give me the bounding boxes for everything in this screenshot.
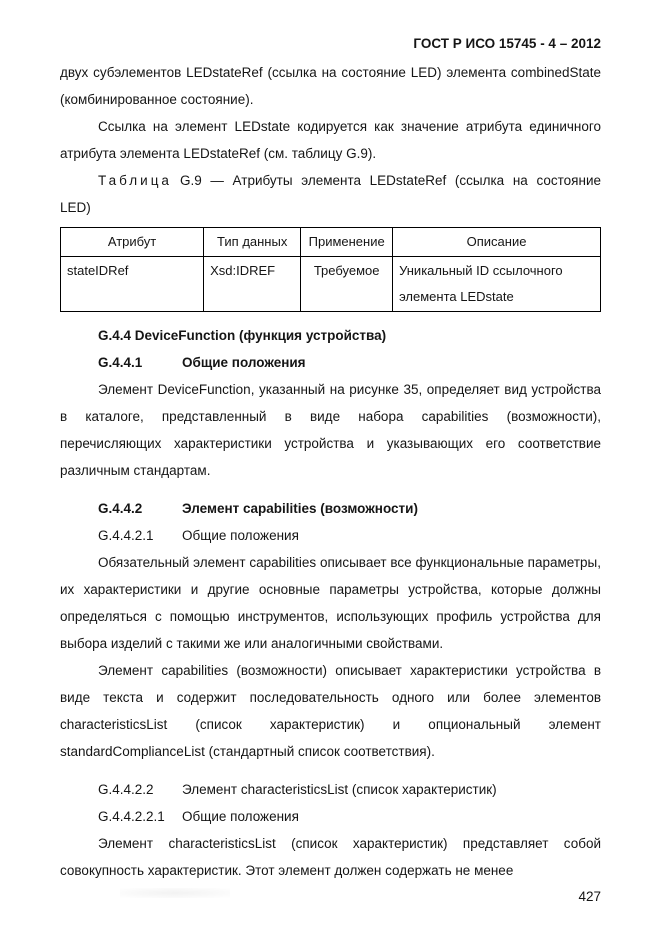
document-header: ГОСТ Р ИСО 15745 - 4 – 2012 bbox=[413, 36, 601, 51]
table-row bbox=[61, 257, 601, 312]
paragraph-p4: Обязательный элемент capabilities описывает все функциональные параметры, их характеристики и другие основные параметры устройства, которые должны определяться с помощью инструментов, использующих профиль устройства для выбора изделий с такими же или аналогичными свойствами. bbox=[60, 555, 601, 651]
table-header-attribute: Атрибут bbox=[61, 228, 204, 257]
attributes-table bbox=[60, 227, 601, 312]
heading-g4-4-2 bbox=[60, 495, 601, 522]
cell-description: Уникальный ID ссылочного элемента LEDstate bbox=[393, 257, 601, 312]
table-header-description: Описание bbox=[393, 228, 601, 257]
heading-g4-4-2-1 bbox=[60, 522, 601, 549]
table-caption-text: G.9 — Атрибуты элемента LEDstateRef (ссылка на состояние LED) bbox=[60, 173, 601, 215]
heading-g4-4-2-2 bbox=[60, 776, 601, 803]
scan-smudge bbox=[120, 888, 230, 898]
heading-g4-4-2-2-1 bbox=[60, 803, 601, 830]
paragraph-p2: Ссылка на элемент LEDstate кодируется как значение атрибута единичного атрибута элемента LEDstateRef (см. таблицу G.9). bbox=[60, 119, 601, 161]
table-caption bbox=[60, 167, 601, 221]
table-header-datatype: Тип данных bbox=[204, 228, 301, 257]
cell-usage: Требуемое bbox=[301, 257, 393, 312]
heading-title: Общие положения bbox=[182, 809, 299, 824]
heading-title: Общие положения bbox=[182, 528, 299, 543]
heading-g4-4: G.4.4 DeviceFunction (функция устройства) bbox=[98, 328, 387, 343]
heading-number: G.4.4.2 bbox=[98, 501, 143, 516]
table-header-usage: Применение bbox=[301, 228, 393, 257]
heading-title: Общие положения bbox=[182, 355, 306, 370]
heading-number: G.4.4.2.2.1 bbox=[98, 809, 165, 824]
heading-title: Элемент capabilities (возможности) bbox=[182, 501, 418, 516]
heading-number: G.4.4.2.1 bbox=[98, 528, 154, 543]
paragraph-p5: Элемент capabilities (возможности) описывает характеристики устройства в виде текста и содержит последовательность одного или более элементов characteristicsList (список характеристик) и опциональный элемент standardComplianceList (стандартный список соответствия). bbox=[60, 663, 601, 759]
heading-number: G.4.4.2.2 bbox=[98, 782, 154, 797]
heading-number: G.4.4.1 bbox=[98, 355, 143, 370]
paragraph-p3: Элемент DeviceFunction, указанный на рисунке 35, определяет вид устройства в каталоге, представленный в виде набора capabilities (возможности), перечисляющих характеристики устройства и указывающих его соответствие различным стандартам. bbox=[60, 382, 601, 478]
paragraph-p1: двух субэлементов LEDstateRef (ссылка на состояние LED) элемента combinedState (комбинированное состояние). bbox=[60, 65, 601, 107]
table-caption-label: Таблица bbox=[98, 173, 172, 188]
paragraph-p6: Элемент characteristicsList (список характеристик) представляет собой совокупность характеристик. Этот элемент должен содержать не менее bbox=[60, 836, 601, 878]
cell-datatype: Xsd:IDREF bbox=[204, 257, 301, 312]
page-number: 427 bbox=[578, 889, 601, 904]
heading-title: Элемент characteristicsList (список характеристик) bbox=[182, 782, 497, 797]
heading-g4-4-1 bbox=[60, 349, 601, 376]
cell-attribute: stateIDRef bbox=[61, 257, 204, 312]
table-header-row bbox=[61, 228, 601, 257]
